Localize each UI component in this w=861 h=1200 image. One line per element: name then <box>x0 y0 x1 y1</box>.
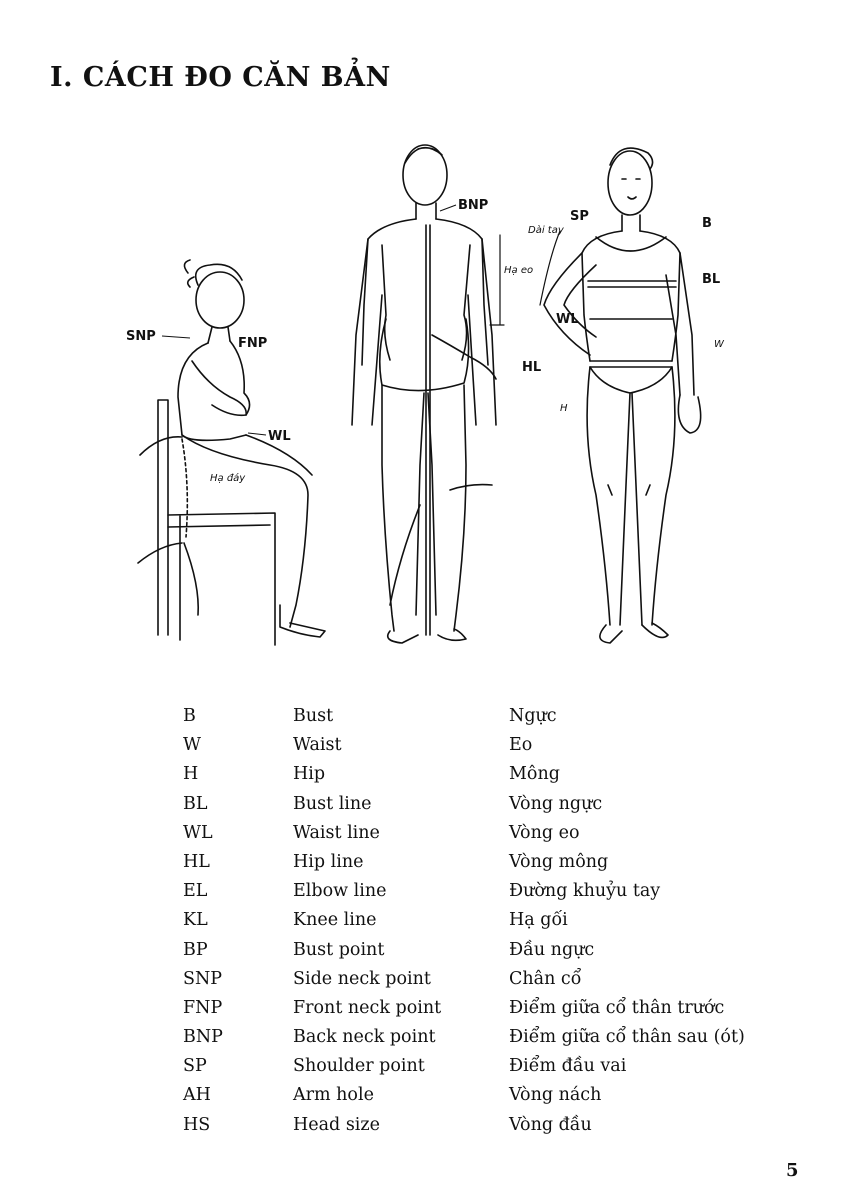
term-english: Arm hole <box>293 1085 374 1106</box>
term-vietnamese: Điểm đầu vai <box>509 1056 627 1077</box>
term-vietnamese: Chân cổ <box>509 968 582 989</box>
term-abbreviation: HS <box>183 1114 211 1135</box>
term-english: Side neck point <box>293 968 431 989</box>
label-w: W <box>714 339 724 350</box>
term-english: Knee line <box>293 910 377 931</box>
term-english: Back neck point <box>293 1027 436 1048</box>
term-english: Waist <box>293 735 342 756</box>
label-ha-day: Hạ đáy <box>210 473 246 484</box>
term-abbreviation: KL <box>183 910 208 931</box>
term-abbreviation: SP <box>183 1056 207 1077</box>
measurement-illustration <box>120 135 724 655</box>
term-vietnamese: Vòng mông <box>509 851 609 872</box>
term-vietnamese: Hạ gối <box>509 910 568 931</box>
term-english: Elbow line <box>293 881 387 902</box>
term-abbreviation: WL <box>183 822 213 843</box>
label-sp: SP <box>570 209 589 224</box>
label-wl-seated: WL <box>268 429 291 444</box>
term-vietnamese: Đường khuỷu tay <box>509 881 661 902</box>
term-vietnamese: Vòng ngực <box>509 793 603 814</box>
term-english: Bust <box>293 706 334 726</box>
page-heading: I. CÁCH ĐO CĂN BẢN <box>50 62 391 93</box>
term-english: Waist line <box>293 822 380 843</box>
term-vietnamese: Mông <box>509 764 560 785</box>
term-vietnamese: Vòng eo <box>509 822 580 843</box>
term-abbreviation: B <box>183 706 196 726</box>
term-vietnamese: Eo <box>509 735 533 756</box>
page-number: 5 <box>786 1160 799 1181</box>
term-vietnamese: Điểm giữa cổ thân trước <box>509 997 725 1018</box>
label-dai-tay: Dài tay <box>528 225 564 236</box>
label-b: B <box>702 216 712 231</box>
term-english: Hip line <box>293 851 364 872</box>
term-vietnamese: Ngực <box>509 706 557 726</box>
term-english: Bust point <box>293 939 385 960</box>
label-wl-front: WL <box>556 312 579 327</box>
term-vietnamese: Đầu ngực <box>509 939 595 960</box>
front-view-figure <box>540 148 701 643</box>
term-abbreviation: BL <box>183 793 208 814</box>
term-abbreviation: SNP <box>183 968 223 989</box>
term-vietnamese: Vòng đầu <box>509 1114 592 1135</box>
term-abbreviation: H <box>183 764 199 785</box>
measurement-figures-svg <box>120 135 724 655</box>
back-view-figure <box>352 145 504 643</box>
term-abbreviation: EL <box>183 881 208 902</box>
label-h: H <box>560 403 568 414</box>
term-english: Front neck point <box>293 997 442 1018</box>
term-english: Hip <box>293 764 326 785</box>
term-abbreviation: BNP <box>183 1027 223 1048</box>
term-vietnamese: Điểm giữa cổ thân sau (ót) <box>509 1027 745 1048</box>
term-english: Head size <box>293 1114 380 1135</box>
term-english: Shoulder point <box>293 1056 425 1077</box>
label-bl: BL <box>702 272 721 287</box>
term-vietnamese: Vòng nách <box>509 1085 602 1106</box>
label-bnp: BNP <box>458 198 489 213</box>
label-snp: SNP <box>126 329 156 344</box>
term-abbreviation: W <box>183 735 201 756</box>
seated-figure <box>138 260 325 645</box>
term-abbreviation: FNP <box>183 997 223 1018</box>
term-abbreviation: AH <box>183 1085 211 1106</box>
term-abbreviation: HL <box>183 851 210 872</box>
label-fnp: FNP <box>238 336 268 351</box>
term-abbreviation: BP <box>183 939 208 960</box>
label-ha-eo: Hạ eo <box>504 265 534 276</box>
label-hl: HL <box>522 360 542 375</box>
term-english: Bust line <box>293 793 372 814</box>
